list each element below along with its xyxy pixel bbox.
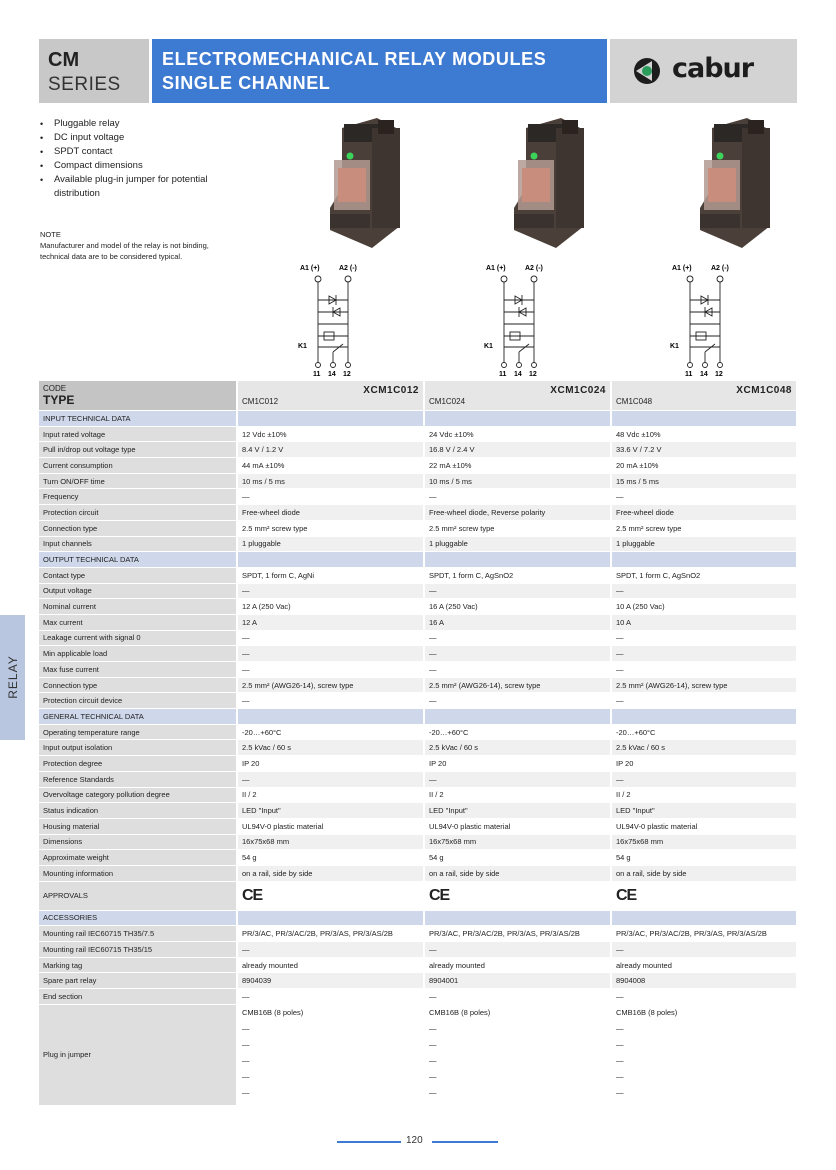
approval-cell (237, 881, 424, 910)
row-value: 33.6 V / 7.2 V (611, 442, 797, 458)
product-code: XCM1C048 (736, 385, 792, 396)
cabur-logo-mark-icon (632, 56, 670, 86)
table-row (39, 973, 797, 989)
jumper-row (39, 1004, 797, 1105)
row-label: Input rated voltage (39, 426, 237, 442)
row-value: — (424, 630, 611, 646)
section-header-row (39, 411, 797, 427)
row-value: — (424, 771, 611, 787)
row-value: on a rail, side by side (611, 865, 797, 881)
relay-module-image (692, 118, 774, 248)
product-type: CM1C012 (242, 397, 279, 406)
row-label: Mounting rail IEC60715 TH35/7.5 (39, 926, 237, 942)
row-value: — (237, 989, 424, 1005)
table-row (39, 505, 797, 521)
terminal-12-label: 12 (529, 371, 537, 377)
jumper-cell (237, 1004, 424, 1105)
jumper-line: — (429, 1055, 437, 1065)
table-row (39, 614, 797, 630)
row-label: Protection circuit (39, 505, 237, 521)
product-code: XCM1C024 (550, 385, 606, 396)
page-number: 120 (406, 1135, 423, 1146)
note-text: Manufacturer and model of the relay is not binding, technical data are to be considered typical. (40, 241, 209, 261)
row-value: 16x75x68 mm (237, 834, 424, 850)
wiring-schematic (296, 262, 376, 377)
jumper-line: — (429, 1023, 437, 1033)
row-value: PR/3/AC, PR/3/AC/2B, PR/3/AS, PR/3/AS/2B (237, 926, 424, 942)
table-header-row (39, 381, 797, 411)
row-value: 22 mA ±10% (424, 458, 611, 474)
row-value: 8904001 (424, 973, 611, 989)
row-label: Approximate weight (39, 850, 237, 866)
table-row (39, 520, 797, 536)
feature-item: • Pluggable relay (40, 117, 254, 131)
row-value: — (424, 583, 611, 599)
row-value: Free-wheel diode (611, 505, 797, 521)
row-label: Leakage current with signal 0 (39, 630, 237, 646)
row-value: 16x75x68 mm (611, 834, 797, 850)
row-value: IP 20 (237, 756, 424, 772)
row-label: Connection type (39, 677, 237, 693)
relay-k1-label: K1 (484, 343, 493, 350)
table-row (39, 473, 797, 489)
row-value: 2.5 kVac / 60 s (424, 740, 611, 756)
row-label: Mounting rail IEC60715 TH35/15 (39, 942, 237, 958)
row-label: Max fuse current (39, 662, 237, 678)
row-value: — (611, 489, 797, 505)
row-value: — (424, 942, 611, 958)
row-label: Plug in jumper (39, 1004, 237, 1105)
row-value: Free-wheel diode, Reverse polarity (424, 505, 611, 521)
row-label: Spare part relay (39, 973, 237, 989)
terminal-a2-label: A2 (-) (711, 265, 729, 272)
row-label: Marking tag (39, 957, 237, 973)
jumper-line: — (242, 1055, 250, 1065)
table-row (39, 599, 797, 615)
type-label: TYPE (43, 393, 75, 407)
product-code: XCM1C012 (363, 385, 419, 396)
terminal-12-label: 12 (715, 371, 723, 377)
terminal-a1-label: A1 (+) (486, 265, 506, 272)
row-value: already mounted (424, 957, 611, 973)
table-row (39, 787, 797, 803)
section-spacer-cell (424, 910, 611, 926)
row-value: 12 A (237, 614, 424, 630)
row-label: Overvoltage category pollution degree (39, 787, 237, 803)
row-label: Protection degree (39, 756, 237, 772)
footer-rule-left (337, 1141, 401, 1143)
approvals-row (39, 881, 797, 910)
row-value: — (237, 942, 424, 958)
row-value: on a rail, side by side (237, 865, 424, 881)
section-title: INPUT TECHNICAL DATA (39, 411, 237, 427)
row-label: Housing material (39, 818, 237, 834)
row-value: LED "Input" (424, 803, 611, 819)
relay-module-image (322, 118, 404, 248)
row-value: — (424, 646, 611, 662)
row-value: UL94V-0 plastic material (611, 818, 797, 834)
row-value: 1 pluggable (237, 536, 424, 552)
section-header-row (39, 709, 797, 725)
table-row (39, 803, 797, 819)
row-value: 1 pluggable (611, 536, 797, 552)
section-header-row (39, 552, 797, 568)
jumper-line: CMB16B (8 poles) (616, 1007, 678, 1017)
relay-k1-label: K1 (670, 343, 679, 350)
row-value: 2.5 mm² screw type (424, 520, 611, 536)
product-type: CM1C024 (429, 397, 466, 406)
row-value: — (611, 942, 797, 958)
section-spacer-cell (237, 411, 424, 427)
row-value: 2.5 mm² (AWG26-14), screw type (611, 677, 797, 693)
table-row (39, 677, 797, 693)
product-header-cell (237, 381, 424, 411)
page-title-line2: SINGLE CHANNEL (162, 73, 331, 93)
row-value: 2.5 mm² screw type (611, 520, 797, 536)
section-title: ACCESSORIES (39, 910, 237, 926)
jumper-line: CMB16B (8 poles) (429, 1007, 491, 1017)
feature-item: • SPDT contact (40, 145, 254, 159)
side-tab-label: RELAY (6, 655, 20, 699)
terminal-11-label: 11 (313, 371, 321, 377)
row-value: — (424, 693, 611, 709)
row-value: — (611, 989, 797, 1005)
row-label: End section (39, 989, 237, 1005)
row-value: — (611, 662, 797, 678)
row-value: 16.8 V / 2.4 V (424, 442, 611, 458)
row-value: SPDT, 1 form C, AgSnO2 (611, 567, 797, 583)
row-value: — (237, 693, 424, 709)
row-label: Operating temperature range (39, 724, 237, 740)
row-value: on a rail, side by side (424, 865, 611, 881)
feature-item: • Compact dimensions (40, 159, 254, 173)
row-value: 16 A (424, 614, 611, 630)
row-value: 24 Vdc ±10% (424, 426, 611, 442)
relay-module-image (506, 118, 588, 248)
row-label: Connection type (39, 520, 237, 536)
section-header-row (39, 910, 797, 926)
row-value: -20…+60°C (424, 724, 611, 740)
row-value: 2.5 mm² screw type (237, 520, 424, 536)
table-row (39, 426, 797, 442)
row-value: — (237, 630, 424, 646)
row-value: already mounted (611, 957, 797, 973)
row-value: UL94V-0 plastic material (237, 818, 424, 834)
row-value: LED "Input" (237, 803, 424, 819)
terminal-a2-label: A2 (-) (525, 265, 543, 272)
jumper-line: — (429, 1039, 437, 1049)
table-row (39, 458, 797, 474)
table-row (39, 926, 797, 942)
row-value: 2.5 mm² (AWG26-14), screw type (424, 677, 611, 693)
row-label: Input channels (39, 536, 237, 552)
table-row (39, 756, 797, 772)
row-value: — (237, 646, 424, 662)
terminal-14-label: 14 (514, 371, 522, 377)
section-side-tab (0, 615, 25, 740)
ce-mark-icon: CE (242, 886, 263, 904)
row-label: Input output isolation (39, 740, 237, 756)
row-value: 54 g (611, 850, 797, 866)
row-label: Pull in/drop out voltage type (39, 442, 237, 458)
table-row (39, 724, 797, 740)
page-title-line1: ELECTROMECHANICAL RELAY MODULES (162, 49, 547, 69)
logo-text: cabur (672, 53, 754, 84)
terminal-a2-label: A2 (-) (339, 265, 357, 272)
row-value: — (611, 583, 797, 599)
row-value: 54 g (424, 850, 611, 866)
row-value: Free-wheel diode (237, 505, 424, 521)
row-value: PR/3/AC, PR/3/AC/2B, PR/3/AS, PR/3/AS/2B (611, 926, 797, 942)
table-row (39, 834, 797, 850)
approvals-label: APPROVALS (39, 881, 237, 910)
section-spacer-cell (424, 709, 611, 725)
row-value: — (611, 771, 797, 787)
footer-rule-right (432, 1141, 498, 1143)
jumper-cell (424, 1004, 611, 1105)
row-label: Contact type (39, 567, 237, 583)
jumper-line: — (242, 1039, 250, 1049)
row-value: 54 g (237, 850, 424, 866)
table-row (39, 567, 797, 583)
jumper-line: — (616, 1023, 624, 1033)
table-row (39, 536, 797, 552)
approval-cell (424, 881, 611, 910)
row-label: Reference Standards (39, 771, 237, 787)
terminal-12-label: 12 (343, 371, 351, 377)
product-header-cell (611, 381, 797, 411)
approval-cell (611, 881, 797, 910)
row-label: Min applicable load (39, 646, 237, 662)
table-row (39, 771, 797, 787)
row-value: SPDT, 1 form C, AgNi (237, 567, 424, 583)
table-row (39, 630, 797, 646)
terminal-14-label: 14 (328, 371, 336, 377)
feature-item: • Available plug-in jumper for potential distribution (40, 173, 254, 201)
feature-list (40, 117, 254, 201)
row-value: 8904008 (611, 973, 797, 989)
jumper-line: — (616, 1087, 624, 1097)
row-value: 12 A (250 Vac) (237, 599, 424, 615)
section-spacer-cell (237, 552, 424, 568)
product-header-cell (424, 381, 611, 411)
note-title: NOTE (40, 230, 61, 239)
table-row (39, 818, 797, 834)
table-row (39, 646, 797, 662)
row-value: UL94V-0 plastic material (424, 818, 611, 834)
row-value: — (237, 771, 424, 787)
wiring-schematic (482, 262, 562, 377)
section-spacer-cell (611, 910, 797, 926)
row-label: Status indication (39, 803, 237, 819)
row-value: — (611, 646, 797, 662)
row-label: Nominal current (39, 599, 237, 615)
row-value: 1 pluggable (424, 536, 611, 552)
jumper-line: CMB16B (8 poles) (242, 1007, 304, 1017)
row-value: II / 2 (237, 787, 424, 803)
row-value: 44 mA ±10% (237, 458, 424, 474)
relay-k1-label: K1 (298, 343, 307, 350)
ce-mark-icon: CE (429, 886, 450, 904)
row-value: 48 Vdc ±10% (611, 426, 797, 442)
table-row (39, 957, 797, 973)
section-spacer-cell (424, 411, 611, 427)
table-row (39, 850, 797, 866)
row-value: II / 2 (611, 787, 797, 803)
table-row (39, 989, 797, 1005)
brand-logo (610, 39, 797, 103)
jumper-line: — (429, 1071, 437, 1081)
table-row (39, 865, 797, 881)
row-value: -20…+60°C (611, 724, 797, 740)
row-label: Max current (39, 614, 237, 630)
section-title: GENERAL TECHNICAL DATA (39, 709, 237, 725)
section-spacer-cell (611, 709, 797, 725)
terminal-a1-label: A1 (+) (300, 265, 320, 272)
row-value: II / 2 (424, 787, 611, 803)
product-type: CM1C048 (616, 397, 653, 406)
section-spacer-cell (611, 411, 797, 427)
table-row (39, 662, 797, 678)
row-value: — (424, 989, 611, 1005)
jumper-line: — (616, 1039, 624, 1049)
row-value: 20 mA ±10% (611, 458, 797, 474)
row-label: Protection circuit device (39, 693, 237, 709)
row-value: 12 Vdc ±10% (237, 426, 424, 442)
row-value: 2.5 kVac / 60 s (611, 740, 797, 756)
row-value: 8.4 V / 1.2 V (237, 442, 424, 458)
row-value: IP 20 (611, 756, 797, 772)
row-value: — (237, 662, 424, 678)
terminal-11-label: 11 (499, 371, 507, 377)
table-row (39, 489, 797, 505)
terminal-11-label: 11 (685, 371, 693, 377)
section-spacer-cell (424, 552, 611, 568)
row-value: — (611, 693, 797, 709)
row-label: Dimensions (39, 834, 237, 850)
wiring-schematic (668, 262, 748, 377)
row-value: 10 A (611, 614, 797, 630)
series-word: SERIES (48, 74, 121, 95)
row-value: IP 20 (424, 756, 611, 772)
row-value: — (611, 630, 797, 646)
section-spacer-cell (611, 552, 797, 568)
table-row (39, 942, 797, 958)
series-code: CM (48, 49, 80, 71)
table-row (39, 583, 797, 599)
jumper-line: — (616, 1055, 624, 1065)
series-box (39, 39, 149, 103)
terminal-14-label: 14 (700, 371, 708, 377)
jumper-line: — (429, 1087, 437, 1097)
row-value: 10 ms / 5 ms (237, 473, 424, 489)
row-value: 2.5 mm² (AWG26-14), screw type (237, 677, 424, 693)
row-value: 10 ms / 5 ms (424, 473, 611, 489)
section-title: OUTPUT TECHNICAL DATA (39, 552, 237, 568)
terminal-a1-label: A1 (+) (672, 265, 692, 272)
title-box (152, 39, 607, 103)
note-block (40, 229, 240, 262)
row-value: -20…+60°C (237, 724, 424, 740)
jumper-cell (611, 1004, 797, 1105)
row-value: 2.5 kVac / 60 s (237, 740, 424, 756)
row-value: 15 ms / 5 ms (611, 473, 797, 489)
row-value: 16x75x68 mm (424, 834, 611, 850)
jumper-line: — (242, 1071, 250, 1081)
table-row (39, 693, 797, 709)
table-row (39, 442, 797, 458)
jumper-line: — (242, 1087, 250, 1097)
jumper-line: — (242, 1023, 250, 1033)
section-spacer-cell (237, 709, 424, 725)
row-value: SPDT, 1 form C, AgSnO2 (424, 567, 611, 583)
row-value: — (424, 662, 611, 678)
row-label: Current consumption (39, 458, 237, 474)
row-label: Frequency (39, 489, 237, 505)
code-label: CODE (43, 384, 67, 393)
row-label: Mounting information (39, 865, 237, 881)
table-row (39, 740, 797, 756)
row-value: PR/3/AC, PR/3/AC/2B, PR/3/AS, PR/3/AS/2B (424, 926, 611, 942)
row-label: Output voltage (39, 583, 237, 599)
row-value: — (424, 489, 611, 505)
row-value: 10 A (250 Vac) (611, 599, 797, 615)
row-value: LED "Input" (611, 803, 797, 819)
row-value: — (237, 583, 424, 599)
header-label-cell (39, 381, 237, 411)
spec-table (39, 380, 798, 1105)
section-spacer-cell (237, 910, 424, 926)
row-label: Turn ON/OFF time (39, 473, 237, 489)
row-value: — (237, 489, 424, 505)
feature-item: • DC input voltage (40, 131, 254, 145)
jumper-line: — (616, 1071, 624, 1081)
row-value: already mounted (237, 957, 424, 973)
row-value: 8904039 (237, 973, 424, 989)
row-value: 16 A (250 Vac) (424, 599, 611, 615)
ce-mark-icon: CE (616, 886, 637, 904)
